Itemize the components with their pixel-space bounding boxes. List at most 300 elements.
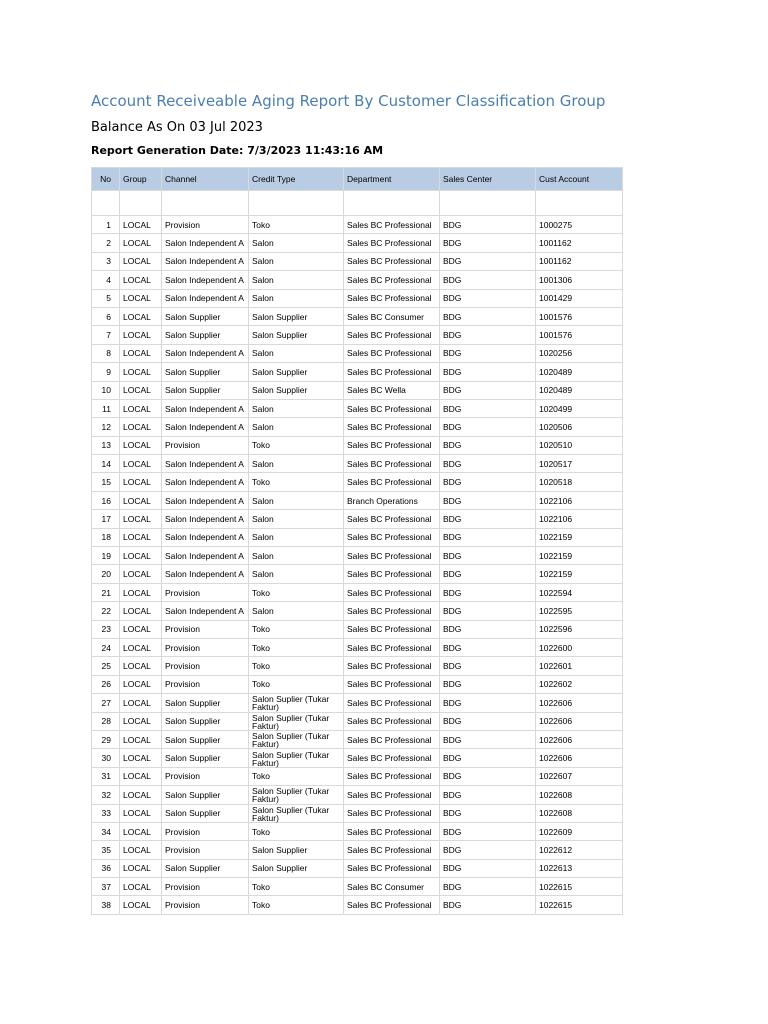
report-title: Account Receiveable Aging Report By Customer Classification Group <box>91 92 606 110</box>
cell-sales-center: BDG <box>440 749 536 767</box>
cell-cust-account: 1022615 <box>536 878 623 896</box>
cell-sales-center: BDG <box>440 455 536 473</box>
blank-cell <box>344 191 440 216</box>
cell-sales-center: BDG <box>440 767 536 785</box>
cell-cust-account: 1001576 <box>536 307 623 325</box>
cell-text: Salon Suplier (Tukar Faktur) <box>252 712 330 731</box>
cell-credit-type: Salon <box>249 289 344 307</box>
table-row <box>92 399 623 417</box>
cell-department: Sales BC Consumer <box>344 307 440 325</box>
cell-department: Sales BC Professional <box>344 602 440 620</box>
table-row <box>92 786 623 804</box>
cell-group: LOCAL <box>120 491 162 509</box>
cell-sales-center: BDG <box>440 657 536 675</box>
cell-group: LOCAL <box>120 289 162 307</box>
header-no: No <box>92 168 120 191</box>
cell-channel: Salon Independent A <box>162 234 249 252</box>
cell-no: 3 <box>92 252 120 270</box>
cell-channel: Provision <box>162 620 249 638</box>
cell-cust-account: 1001306 <box>536 271 623 289</box>
cell-department: Sales BC Professional <box>344 252 440 270</box>
cell-department: Sales BC Professional <box>344 896 440 914</box>
cell-credit-type <box>249 712 344 730</box>
cell-cust-account: 1022609 <box>536 822 623 840</box>
cell-group: LOCAL <box>120 455 162 473</box>
cell-no: 31 <box>92 767 120 785</box>
cell-department: Sales BC Professional <box>344 859 440 877</box>
cell-channel: Salon Supplier <box>162 326 249 344</box>
table-row <box>92 712 623 730</box>
cell-no: 12 <box>92 418 120 436</box>
cell-group: LOCAL <box>120 657 162 675</box>
cell-group: LOCAL <box>120 749 162 767</box>
aging-report-table <box>91 167 623 915</box>
table-row <box>92 234 623 252</box>
table-row <box>92 289 623 307</box>
cell-cust-account: 1022595 <box>536 602 623 620</box>
cell-group: LOCAL <box>120 878 162 896</box>
table-row <box>92 436 623 454</box>
table-row <box>92 363 623 381</box>
cell-text: Salon Suplier (Tukar Faktur) <box>252 804 330 823</box>
cell-channel: Salon Independent A <box>162 547 249 565</box>
header-credit-type: Credit Type <box>249 168 344 191</box>
table-row <box>92 307 623 325</box>
blank-cell <box>249 191 344 216</box>
cell-group: LOCAL <box>120 510 162 528</box>
cell-sales-center: BDG <box>440 399 536 417</box>
cell-cust-account: 1022596 <box>536 620 623 638</box>
cell-no: 5 <box>92 289 120 307</box>
table-row <box>92 878 623 896</box>
cell-no: 7 <box>92 326 120 344</box>
cell-cust-account: 1022594 <box>536 583 623 601</box>
cell-department: Sales BC Wella <box>344 381 440 399</box>
cell-no: 27 <box>92 694 120 712</box>
cell-sales-center: BDG <box>440 216 536 234</box>
cell-sales-center: BDG <box>440 804 536 822</box>
cell-cust-account: 1022615 <box>536 896 623 914</box>
table-row <box>92 675 623 693</box>
cell-department: Sales BC Professional <box>344 620 440 638</box>
cell-sales-center: BDG <box>440 271 536 289</box>
cell-cust-account: 1020517 <box>536 455 623 473</box>
cell-channel: Salon Supplier <box>162 804 249 822</box>
cell-channel: Salon Independent A <box>162 528 249 546</box>
cell-channel: Salon Supplier <box>162 730 249 748</box>
cell-group: LOCAL <box>120 804 162 822</box>
cell-sales-center: BDG <box>440 381 536 399</box>
cell-group: LOCAL <box>120 271 162 289</box>
cell-department: Sales BC Professional <box>344 657 440 675</box>
cell-group: LOCAL <box>120 620 162 638</box>
cell-no: 29 <box>92 730 120 748</box>
blank-cell <box>162 191 249 216</box>
cell-department: Sales BC Professional <box>344 712 440 730</box>
cell-group: LOCAL <box>120 381 162 399</box>
cell-sales-center: BDG <box>440 234 536 252</box>
cell-channel: Provision <box>162 767 249 785</box>
cell-group: LOCAL <box>120 436 162 454</box>
cell-department: Sales BC Professional <box>344 326 440 344</box>
cell-sales-center: BDG <box>440 473 536 491</box>
cell-channel: Salon Independent A <box>162 473 249 491</box>
cell-no: 33 <box>92 804 120 822</box>
cell-department: Sales BC Professional <box>344 804 440 822</box>
cell-group: LOCAL <box>120 252 162 270</box>
cell-sales-center: BDG <box>440 418 536 436</box>
cell-sales-center: BDG <box>440 289 536 307</box>
table-row <box>92 602 623 620</box>
cell-no: 17 <box>92 510 120 528</box>
cell-sales-center: BDG <box>440 252 536 270</box>
cell-sales-center: BDG <box>440 859 536 877</box>
cell-no: 19 <box>92 547 120 565</box>
cell-channel: Provision <box>162 675 249 693</box>
cell-cust-account: 1022608 <box>536 786 623 804</box>
cell-no: 30 <box>92 749 120 767</box>
table-row <box>92 730 623 748</box>
cell-credit-type <box>249 804 344 822</box>
cell-credit-type: Toko <box>249 620 344 638</box>
cell-channel: Salon Independent A <box>162 289 249 307</box>
cell-credit-type: Salon <box>249 455 344 473</box>
cell-no: 10 <box>92 381 120 399</box>
cell-no: 28 <box>92 712 120 730</box>
table-row <box>92 859 623 877</box>
cell-sales-center: BDG <box>440 528 536 546</box>
cell-channel: Salon Supplier <box>162 712 249 730</box>
cell-department: Sales BC Professional <box>344 399 440 417</box>
cell-credit-type: Salon Supplier <box>249 841 344 859</box>
cell-credit-type <box>249 749 344 767</box>
table-row <box>92 822 623 840</box>
cell-no: 36 <box>92 859 120 877</box>
blank-row <box>92 191 623 216</box>
cell-no: 13 <box>92 436 120 454</box>
cell-cust-account: 1022159 <box>536 528 623 546</box>
cell-department: Sales BC Professional <box>344 767 440 785</box>
cell-channel: Salon Supplier <box>162 363 249 381</box>
cell-credit-type: Salon <box>249 344 344 362</box>
cell-group: LOCAL <box>120 399 162 417</box>
cell-text: Salon Suplier (Tukar Faktur) <box>252 731 330 750</box>
cell-group: LOCAL <box>120 216 162 234</box>
cell-cust-account: 1022159 <box>536 547 623 565</box>
cell-group: LOCAL <box>120 326 162 344</box>
cell-no: 26 <box>92 675 120 693</box>
cell-sales-center: BDG <box>440 822 536 840</box>
cell-group: LOCAL <box>120 565 162 583</box>
cell-cust-account: 1001162 <box>536 252 623 270</box>
cell-credit-type: Salon <box>249 491 344 509</box>
cell-department: Sales BC Professional <box>344 271 440 289</box>
cell-cust-account: 1001576 <box>536 326 623 344</box>
cell-credit-type: Salon <box>249 565 344 583</box>
cell-sales-center: BDG <box>440 326 536 344</box>
cell-cust-account: 1022601 <box>536 657 623 675</box>
table-header-row <box>92 168 623 191</box>
cell-department: Sales BC Professional <box>344 583 440 601</box>
cell-cust-account: 1020489 <box>536 363 623 381</box>
cell-no: 22 <box>92 602 120 620</box>
cell-cust-account: 1022159 <box>536 565 623 583</box>
cell-no: 4 <box>92 271 120 289</box>
cell-group: LOCAL <box>120 473 162 491</box>
table-row <box>92 271 623 289</box>
cell-channel: Salon Independent A <box>162 344 249 362</box>
cell-group: LOCAL <box>120 583 162 601</box>
cell-group: LOCAL <box>120 841 162 859</box>
cell-department: Sales BC Professional <box>344 749 440 767</box>
cell-credit-type: Salon <box>249 271 344 289</box>
cell-department: Sales BC Professional <box>344 694 440 712</box>
cell-channel: Salon Supplier <box>162 749 249 767</box>
cell-department: Sales BC Professional <box>344 528 440 546</box>
cell-cust-account: 1000275 <box>536 216 623 234</box>
cell-no: 25 <box>92 657 120 675</box>
cell-cust-account: 1022613 <box>536 859 623 877</box>
cell-cust-account: 1022607 <box>536 767 623 785</box>
cell-sales-center: BDG <box>440 694 536 712</box>
cell-no: 15 <box>92 473 120 491</box>
cell-department: Sales BC Professional <box>344 638 440 656</box>
cell-department: Sales BC Professional <box>344 675 440 693</box>
table-row <box>92 510 623 528</box>
cell-department: Sales BC Professional <box>344 289 440 307</box>
cell-sales-center: BDG <box>440 547 536 565</box>
cell-cust-account: 1020256 <box>536 344 623 362</box>
header-channel: Channel <box>162 168 249 191</box>
cell-no: 11 <box>92 399 120 417</box>
cell-credit-type: Salon <box>249 510 344 528</box>
table-row <box>92 381 623 399</box>
cell-channel: Provision <box>162 436 249 454</box>
cell-no: 18 <box>92 528 120 546</box>
cell-no: 9 <box>92 363 120 381</box>
cell-credit-type: Toko <box>249 767 344 785</box>
cell-group: LOCAL <box>120 638 162 656</box>
table-row <box>92 638 623 656</box>
cell-credit-type <box>249 730 344 748</box>
blank-cell <box>440 191 536 216</box>
cell-group: LOCAL <box>120 307 162 325</box>
cell-channel: Salon Independent A <box>162 418 249 436</box>
table-row <box>92 804 623 822</box>
cell-credit-type: Toko <box>249 583 344 601</box>
cell-channel: Provision <box>162 841 249 859</box>
cell-sales-center: BDG <box>440 436 536 454</box>
cell-group: LOCAL <box>120 767 162 785</box>
balance-date: Balance As On 03 Jul 2023 <box>91 120 263 135</box>
cell-department: Sales BC Professional <box>344 418 440 436</box>
cell-text: Salon Suplier (Tukar Faktur) <box>252 694 330 713</box>
cell-sales-center: BDG <box>440 307 536 325</box>
cell-credit-type: Toko <box>249 638 344 656</box>
cell-cust-account: 1020499 <box>536 399 623 417</box>
report-generation-date: Report Generation Date: 7/3/2023 11:43:16 AM <box>91 144 384 157</box>
cell-channel: Provision <box>162 638 249 656</box>
table-row <box>92 547 623 565</box>
cell-sales-center: BDG <box>440 638 536 656</box>
table-row <box>92 473 623 491</box>
table-row <box>92 326 623 344</box>
table-row <box>92 767 623 785</box>
cell-no: 32 <box>92 786 120 804</box>
cell-group: LOCAL <box>120 730 162 748</box>
cell-group: LOCAL <box>120 822 162 840</box>
cell-credit-type: Salon Supplier <box>249 859 344 877</box>
cell-group: LOCAL <box>120 547 162 565</box>
cell-channel: Provision <box>162 657 249 675</box>
cell-cust-account: 1022606 <box>536 730 623 748</box>
cell-group: LOCAL <box>120 675 162 693</box>
cell-sales-center: BDG <box>440 841 536 859</box>
cell-cust-account: 1022600 <box>536 638 623 656</box>
cell-department: Sales BC Professional <box>344 730 440 748</box>
cell-credit-type: Salon Supplier <box>249 381 344 399</box>
cell-credit-type: Salon Supplier <box>249 326 344 344</box>
cell-department: Sales BC Professional <box>344 822 440 840</box>
cell-no: 16 <box>92 491 120 509</box>
cell-cust-account: 1022606 <box>536 694 623 712</box>
cell-department: Sales BC Professional <box>344 234 440 252</box>
cell-sales-center: BDG <box>440 510 536 528</box>
cell-channel: Provision <box>162 878 249 896</box>
cell-credit-type: Toko <box>249 878 344 896</box>
cell-cust-account: 1022106 <box>536 510 623 528</box>
cell-credit-type: Toko <box>249 436 344 454</box>
cell-no: 37 <box>92 878 120 896</box>
cell-no: 6 <box>92 307 120 325</box>
cell-group: LOCAL <box>120 234 162 252</box>
blank-cell <box>92 191 120 216</box>
cell-channel: Salon Independent A <box>162 510 249 528</box>
cell-group: LOCAL <box>120 896 162 914</box>
cell-department: Sales BC Professional <box>344 786 440 804</box>
header-department: Department <box>344 168 440 191</box>
cell-no: 20 <box>92 565 120 583</box>
cell-sales-center: BDG <box>440 583 536 601</box>
cell-group: LOCAL <box>120 418 162 436</box>
cell-channel: Provision <box>162 896 249 914</box>
cell-department: Sales BC Professional <box>344 344 440 362</box>
cell-credit-type: Salon Supplier <box>249 363 344 381</box>
header-group: Group <box>120 168 162 191</box>
blank-cell <box>536 191 623 216</box>
cell-channel: Salon Supplier <box>162 381 249 399</box>
cell-credit-type <box>249 694 344 712</box>
cell-no: 24 <box>92 638 120 656</box>
header-sales-center: Sales Center <box>440 168 536 191</box>
cell-credit-type: Toko <box>249 473 344 491</box>
cell-channel: Provision <box>162 216 249 234</box>
cell-credit-type: Salon <box>249 547 344 565</box>
cell-group: LOCAL <box>120 528 162 546</box>
table-row <box>92 455 623 473</box>
cell-sales-center: BDG <box>440 491 536 509</box>
cell-credit-type: Toko <box>249 216 344 234</box>
cell-no: 21 <box>92 583 120 601</box>
cell-no: 8 <box>92 344 120 362</box>
cell-sales-center: BDG <box>440 712 536 730</box>
table-row <box>92 694 623 712</box>
cell-channel: Salon Supplier <box>162 307 249 325</box>
cell-cust-account: 1001162 <box>536 234 623 252</box>
cell-cust-account: 1022606 <box>536 712 623 730</box>
cell-cust-account: 1020506 <box>536 418 623 436</box>
cell-sales-center: BDG <box>440 363 536 381</box>
cell-channel: Salon Supplier <box>162 786 249 804</box>
cell-channel: Salon Independent A <box>162 271 249 289</box>
cell-sales-center: BDG <box>440 730 536 748</box>
cell-credit-type: Salon <box>249 252 344 270</box>
cell-no: 38 <box>92 896 120 914</box>
cell-credit-type <box>249 786 344 804</box>
cell-department: Sales BC Professional <box>344 216 440 234</box>
cell-department: Sales BC Professional <box>344 547 440 565</box>
cell-cust-account: 1022106 <box>536 491 623 509</box>
cell-credit-type: Toko <box>249 896 344 914</box>
cell-sales-center: BDG <box>440 878 536 896</box>
cell-department: Sales BC Professional <box>344 841 440 859</box>
table-row <box>92 620 623 638</box>
cell-channel: Salon Supplier <box>162 859 249 877</box>
cell-text: Salon Suplier (Tukar Faktur) <box>252 749 330 768</box>
cell-cust-account: 1020510 <box>536 436 623 454</box>
cell-cust-account: 1020489 <box>536 381 623 399</box>
cell-credit-type: Salon <box>249 418 344 436</box>
cell-group: LOCAL <box>120 859 162 877</box>
cell-channel: Provision <box>162 822 249 840</box>
table-row <box>92 896 623 914</box>
table-row <box>92 657 623 675</box>
blank-cell <box>120 191 162 216</box>
cell-group: LOCAL <box>120 694 162 712</box>
table-row <box>92 344 623 362</box>
table-row <box>92 749 623 767</box>
header-cust-account: Cust Account <box>536 168 623 191</box>
cell-cust-account: 1022602 <box>536 675 623 693</box>
cell-no: 23 <box>92 620 120 638</box>
cell-sales-center: BDG <box>440 675 536 693</box>
cell-credit-type: Toko <box>249 657 344 675</box>
cell-channel: Salon Supplier <box>162 694 249 712</box>
cell-department: Sales BC Professional <box>344 363 440 381</box>
cell-credit-type: Toko <box>249 822 344 840</box>
cell-cust-account: 1001429 <box>536 289 623 307</box>
cell-group: LOCAL <box>120 344 162 362</box>
cell-channel: Salon Independent A <box>162 252 249 270</box>
cell-channel: Salon Independent A <box>162 399 249 417</box>
cell-sales-center: BDG <box>440 896 536 914</box>
table-row <box>92 216 623 234</box>
cell-cust-account: 1022612 <box>536 841 623 859</box>
cell-cust-account: 1020518 <box>536 473 623 491</box>
cell-channel: Provision <box>162 583 249 601</box>
cell-sales-center: BDG <box>440 786 536 804</box>
cell-department: Sales BC Professional <box>344 455 440 473</box>
table-row <box>92 491 623 509</box>
cell-channel: Salon Independent A <box>162 491 249 509</box>
cell-cust-account: 1022606 <box>536 749 623 767</box>
cell-channel: Salon Independent A <box>162 602 249 620</box>
cell-sales-center: BDG <box>440 620 536 638</box>
cell-credit-type: Salon <box>249 528 344 546</box>
table-row <box>92 418 623 436</box>
table-row <box>92 565 623 583</box>
cell-group: LOCAL <box>120 712 162 730</box>
